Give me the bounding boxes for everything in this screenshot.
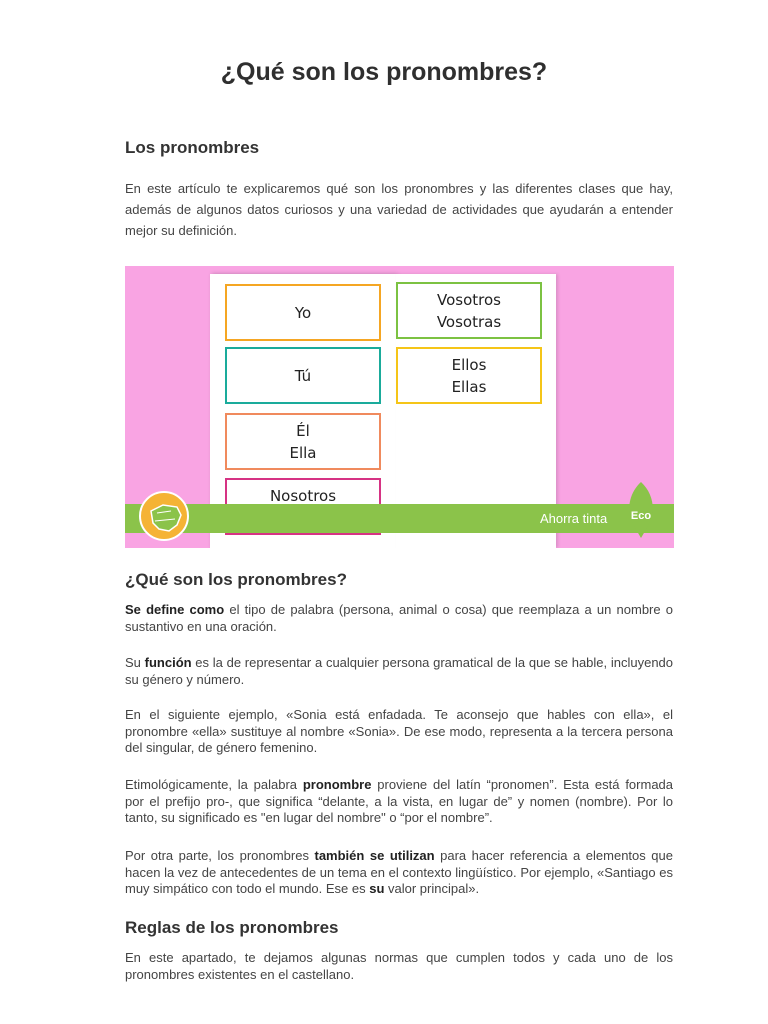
pronoun-card-text: Ellas — [451, 377, 487, 396]
paragraph-text: el tipo de palabra (persona, animal o cosa) que reemplaza a un nombre o sustantivo en una oración. — [125, 602, 674, 634]
pronoun-card-ellos — [396, 347, 542, 404]
pronoun-card-text: Nosotros — [269, 486, 337, 505]
pronoun-card-yo — [225, 284, 381, 341]
paragraph-antecedents — [125, 848, 673, 898]
eco-label: Eco — [630, 510, 652, 522]
bold-text: pronombre — [302, 777, 372, 792]
paragraph-etymology — [125, 777, 673, 827]
paragraph-text: proviene del latín “pronomen”. Esta está formada por el prefijo pro-, que significa “delante, a la vista, en lugar de” y nomen (nombre). Por lo tanto, su significado es "en lugar del nombre" o “por el nombre”. — [125, 777, 674, 825]
paragraph-function — [125, 655, 673, 688]
section-heading-los-pronombres: Los pronombres — [125, 138, 260, 157]
pronoun-card-text: Vosotras — [436, 312, 502, 331]
pronoun-card-text: Él — [296, 421, 310, 440]
ink-saving-label: Ahorra tinta — [540, 511, 608, 526]
pronoun-card-text: Ella — [289, 443, 317, 462]
bold-text: Se define como — [125, 602, 225, 617]
bold-text: también se utilizan — [314, 848, 435, 863]
paragraph-text: Etimológicamente, la palabra — [125, 777, 303, 792]
paragraph-text: Por otra parte, los pronombres — [125, 848, 315, 863]
pronouns-banner-image — [125, 266, 674, 548]
bold-text: su — [369, 881, 385, 896]
paragraph-definition — [125, 602, 673, 635]
pronoun-card-text: Vosotros — [437, 290, 501, 309]
pronoun-card-el-ella — [225, 413, 381, 470]
bold-text: función — [144, 655, 192, 670]
section-heading-reglas: Reglas de los pronombres — [125, 918, 339, 937]
section-heading-que-son: ¿Qué son los pronombres? — [125, 570, 347, 589]
page-title: ¿Qué son los pronombres? — [220, 58, 548, 86]
paragraph-text: valor principal». — [384, 881, 480, 896]
intro-paragraph: En este artículo te explicaremos qué son los pronombres y las diferentes clases que hay, además de algunos datos curiosos y una variedad de actividades que ayudarán a entender mejor su definición. — [125, 181, 673, 238]
pronoun-card-vosotros — [396, 282, 542, 339]
paragraph-text: es la de representar a cualquier persona gramatical de la que se hable, incluyendo su género y número. — [125, 655, 674, 687]
paragraph-example: En el siguiente ejemplo, «Sonia está enfadada. Te aconsejo que hables con ella», el pronombre «ella» sustituye al nombre «Sonia». De ese modo, representa a la tercera persona del singular, de género femenino. — [125, 707, 673, 755]
spain-map-icon — [139, 491, 189, 541]
paragraph-text: para hacer referencia a elementos que hacen la vez de antecedentes de un tema en el contexto lingüístico. Por ejemplo, «Santiago es muy simpático con todo el mundo. Ese es — [125, 848, 673, 896]
pronoun-card-tu — [225, 347, 381, 404]
paragraph-rules: En este apartado, te dejamos algunas normas que cumplen todos y cada uno de los pronombres existentes en el castellano. — [125, 950, 673, 982]
pronoun-card-text: Ellos — [451, 355, 487, 374]
pronoun-card-text: Yo — [294, 303, 312, 322]
pronoun-card-text: Tú — [294, 366, 312, 385]
paragraph-text: Su — [125, 655, 145, 670]
